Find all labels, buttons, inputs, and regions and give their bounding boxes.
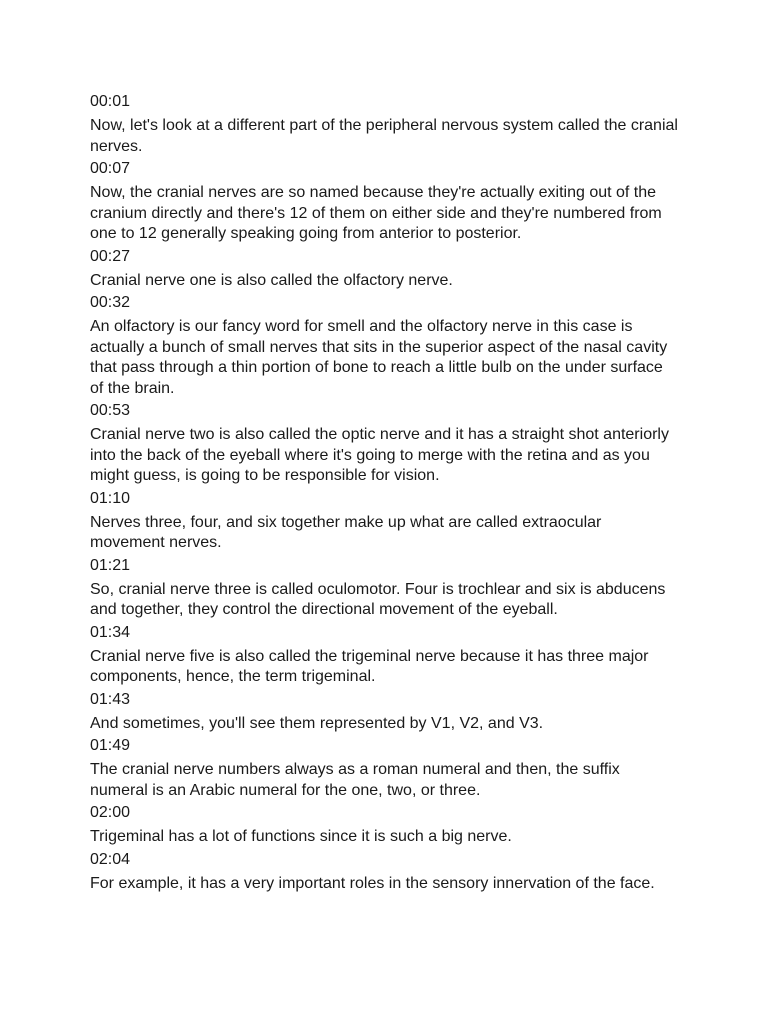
timestamp: 00:27 [90,247,131,265]
timestamp: 01:34 [90,623,131,641]
caption-text: Cranial nerve five is also called the trigeminal nerve because it has three major components, hence, the term trigeminal. [90,647,649,685]
transcript-segment [90,736,678,801]
transcript-segment [90,623,678,688]
transcript-segment [90,556,678,621]
caption-text: Cranial nerve two is also called the optic nerve and it has a straight shot anteriorly into the back of the eyeball where it's going to merge with the retina and as you might guess, is going to be responsible for vision. [90,426,669,484]
timestamp: 02:04 [90,850,131,868]
caption-text: An olfactory is our fancy word for smell and the olfactory nerve in this case is actually a bunch of small nerves that sits in the superior aspect of the nasal cavity that pass through a thin portion of bone to reach a little bulb on the under surface of the brain. [90,318,668,397]
timestamp: 01:49 [90,737,131,754]
transcript-segment [90,850,678,895]
timestamp: 02:00 [90,804,131,821]
transcript-segment [90,803,678,848]
transcript-segment [90,92,678,157]
transcript-segment [90,293,678,399]
timestamp: 00:07 [90,160,131,177]
timestamp: 01:10 [90,489,131,507]
caption-text: And sometimes, you'll see them represented by V1, V2, and V3. [90,714,544,732]
caption-text: For example, it has a very important roles in the sensory innervation of the face. [90,874,655,892]
transcript-segment [90,489,678,554]
timestamp: 00:01 [90,93,131,110]
caption-text: The cranial nerve numbers always as a roman numeral and then, the suffix numeral is an Arabic numeral for the one, two, or three. [90,761,620,799]
caption-text: So, cranial nerve three is called oculomotor. Four is trochlear and six is abducens and together, they control the directional movement of the eyeball. [90,580,666,618]
transcript-segment [90,690,678,735]
transcript-segment [90,247,678,292]
caption-text: Now, the cranial nerves are so named because they're actually exiting out of the cranium directly and there's 12 of them on either side and they're numbered from one to 12 generally speaking going from anterior to posterior. [90,184,662,242]
timestamp: 01:21 [90,556,131,574]
transcript-segment [90,159,678,245]
timestamp: 00:53 [90,402,131,419]
caption-text: Cranial nerve one is also called the olfactory nerve. [90,271,453,289]
timestamp: 01:43 [90,690,131,708]
timestamp: 00:32 [90,294,131,311]
caption-text: Trigeminal has a lot of functions since it is such a big nerve. [90,828,512,845]
transcript-segment [90,401,678,487]
caption-text: Now, let's look at a different part of the peripheral nervous system called the cranial nerves. [90,117,678,155]
caption-text: Nerves three, four, and six together make up what are called extraocular movement nerves. [90,513,602,551]
